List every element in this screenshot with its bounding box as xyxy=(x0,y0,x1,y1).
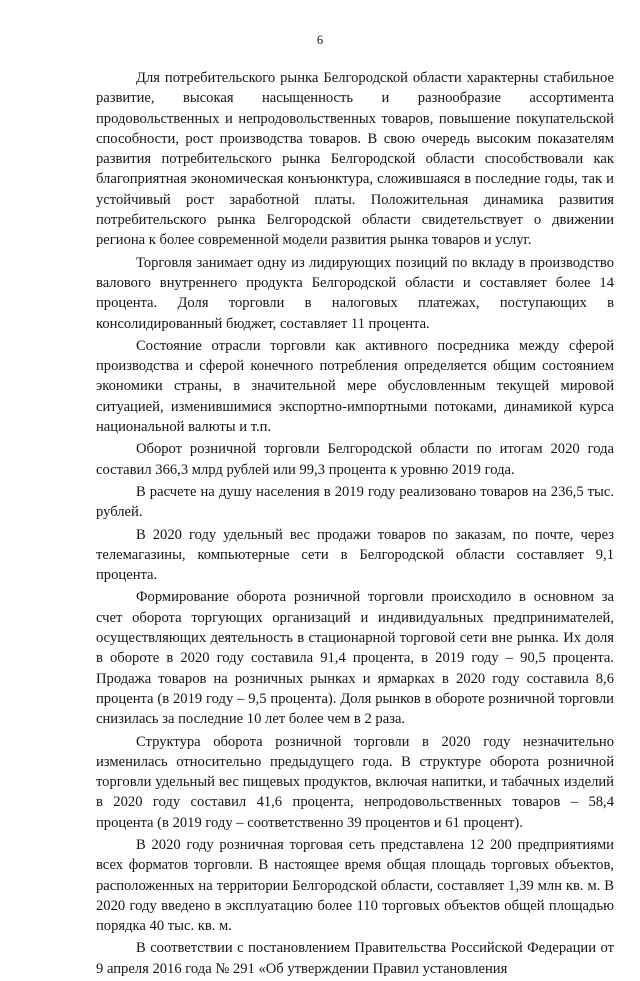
paragraph-turnover-structure: Структура оборота розничной торговли в 2020 году незначительно изменилась относительно предыдущего года. В структуре оборота розничной торговли удельный вес пищевых продуктов, включая напитки, и табачных изделий в 2020 году составил 41,6 процента, непродовольственных товаров – 58,4 процента (в 2019 году – соответственно 39 процентов и 61 процент). xyxy=(96,733,614,831)
paragraph-market-development: Для потребительского рынка Белгородской области характерны стабильное развитие, высокая насыщенность и разнообразие ассортимента продовольственных и непродовольственных товаров, повышение покупательской способности, рост производства товаров. В свою очередь высоким показателям развития потребительского рынка Белгородской области способствовали как благоприятная экономическая конъюнктура, сложившаяся в последние годы, так и устойчивый рост заработной платы. Положительная динамика развития потребительского рынка Белгородской области свидетельствует о движении региона к более современной модели развития рынка товаров и услуг. xyxy=(96,70,614,249)
paragraph-government-decree: В соответствии с постановлением Правительства Российской Федерации от 9 апреля 2016 года № 291 «Об утверждении Правил установления xyxy=(96,940,614,977)
paragraph-remote-sales: В 2020 году удельный вес продажи товаров по заказам, по почте, через телемагазины, компьютерные сети в Белгородской области составляет 9,1 процента. xyxy=(96,526,614,584)
paragraph-retail-turnover: Оборот розничной торговли Белгородской области по итогам 2020 года составил 366,3 млрд рублей или 99,3 процента к уровню 2019 года. xyxy=(96,441,614,478)
paragraph-per-capita: В расчете на душу населения в 2019 году реализовано товаров на 236,5 тыс. рублей. xyxy=(96,483,614,521)
paragraph-turnover-formation: Формирование оборота розничной торговли происходило в основном за счет оборота торгующих организаций и индивидуальных предпринимателей, осуществляющих деятельность в стационарной торговой сети вне рынка. Их доля в обороте в 2020 году составила 91,4 процента, в 2019 году – 90,5 процента. Продажа товаров на розничных рынках и ярмарках в 2020 году составила 8,6 процента (в 2019 году – 9,5 процента). Доля рынков в обороте розничной торговли снизилась за последние 10 лет более чем в 2 раза. xyxy=(96,589,614,728)
page-number: 6 xyxy=(316,33,324,47)
paragraph-industry-state: Состояние отрасли торговли как активного посредника между сферой производства и сферой конечного потребления определяется общим состоянием экономики страны, в значительной мере обусловленным текущей мировой ситуацией, изменившимися экспортно-импортными потоками, динамикой курса национальной валюты и т.п. xyxy=(96,337,614,436)
paragraph-retail-network: В 2020 году розничная торговая сеть представлена 12 200 предприятиями всех форматов торговли. В настоящее время общая площадь торговых объектов, расположенных на территории Белгородской области, составляет 1,39 млн кв. м. В 2020 году введено в эксплуатацию более 110 торговых объектов общей площадью порядка 40 тыс. кв. м. xyxy=(96,836,614,935)
document-body xyxy=(96,68,614,981)
paragraph-trade-share: Торговля занимает одну из лидирующих позиций по вкладу в производство валового внутреннего продукта Белгородской области и составляет более 14 процента. Доля торговли в налоговых платежах, поступающих в консолидированный бюджет, составляет 11 процента. xyxy=(96,254,614,332)
